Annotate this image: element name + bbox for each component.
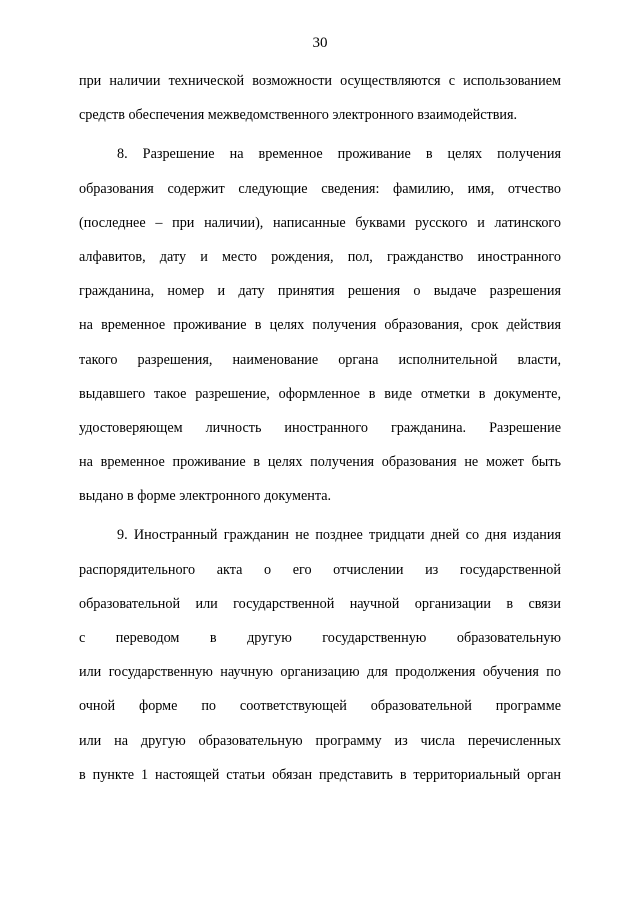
text-line: или государственную научную организацию для продолжения обучения по [79,664,561,681]
text-line: алфавитов, дату и место рождения, пол, гражданство иностранного [79,248,561,265]
text-line: при наличии технической возможности осуществляются с использованием [79,73,561,89]
text-line: на временное проживание в целях получения образования не может быть [79,454,561,471]
paragraph-item-9 [79,518,561,792]
text-line: средств обеспечения межведомственного электронного взаимодействия. [79,107,518,124]
text-line: 8. Разрешение на временное проживание в целях получения [117,146,561,163]
text-line: выдавшего такое разрешение, оформленное в виде отметки в документе, [79,385,561,402]
document-body [79,64,561,792]
text-line: очной форме по соответствующей образовательной программе [79,698,561,715]
text-line: образовательной или государственной научной организации в связи [79,595,561,612]
page-number: 30 [312,35,328,51]
text-line: такого разрешения, наименование органа исполнительной власти, [79,351,561,368]
text-line: на временное проживание в целях получения образования, срок действия [79,317,561,334]
paragraph-continuation [79,64,561,132]
text-line: или на другую образовательную программу из числа перечисленных [79,732,561,749]
text-line: гражданина, номер и дату принятия решения о выдаче разрешения [79,283,561,300]
text-line: с переводом в другую государственную образовательную [79,630,561,646]
text-line: распорядительного акта о его отчислении из государственной [79,561,561,578]
text-line: образования содержит следующие сведения: фамилию, имя, отчество [79,180,561,197]
text-line: 9. Иностранный гражданин не позднее тридцати дней со дня издания [117,527,561,544]
paragraph-item-8 [79,137,561,513]
text-line: (последнее – при наличии), написанные буквами русского и латинского [79,214,561,231]
text-line: выдано в форме электронного документа. [79,488,332,505]
text-line: удостоверяющем личность иностранного гражданина. Разрешение [79,419,561,436]
text-line: в пункте 1 настоящей статьи обязан представить в территориальный орган [79,766,561,783]
